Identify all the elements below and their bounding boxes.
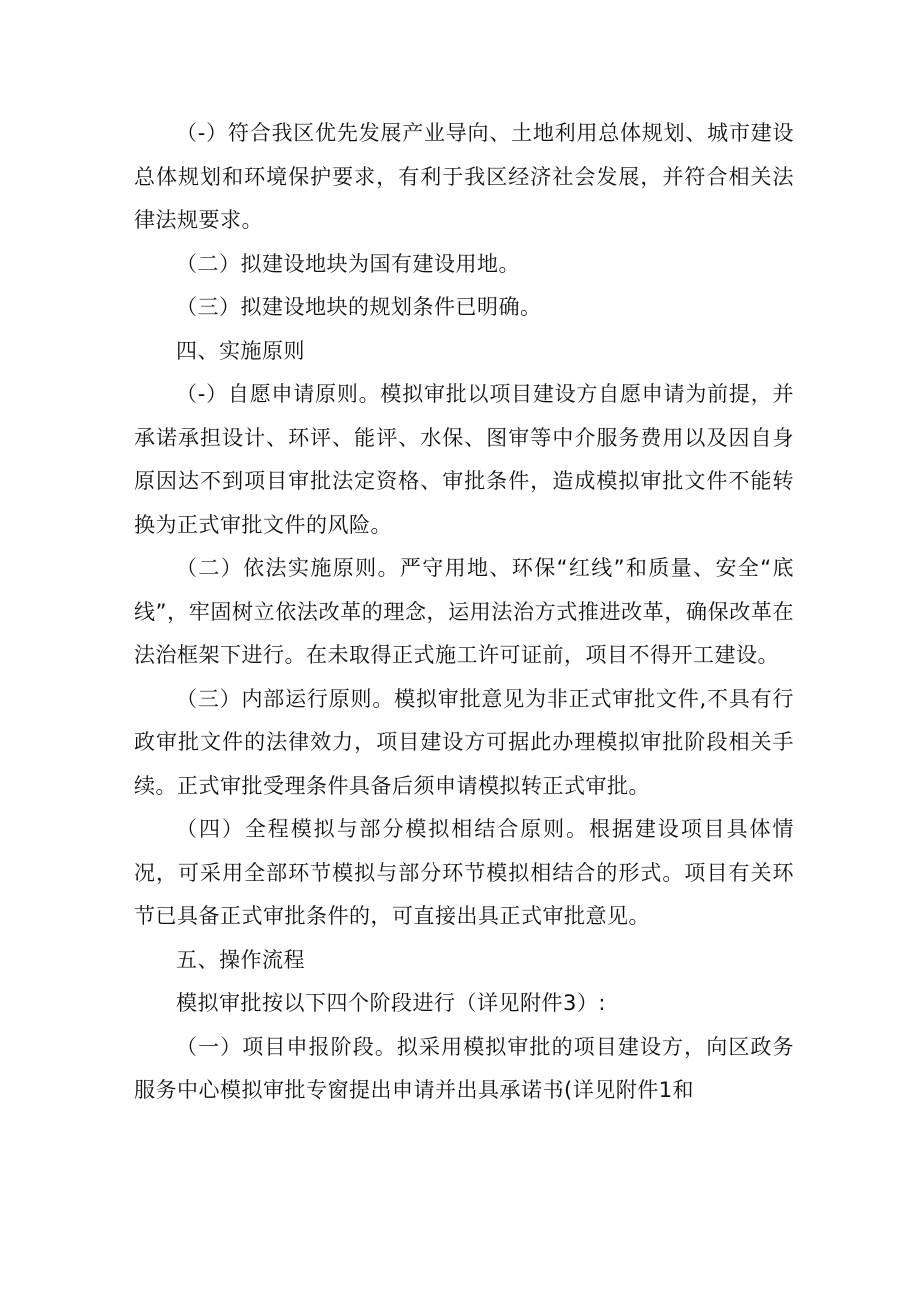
paragraph-principle-voluntary: （-）自愿申请原则。模拟审批以项目建设方自愿申请为前提，并承诺承担设计、环评、能评、水保、图审等中介服务费用以及因自身原因达不到项目审批法定资格、审批条件，造成模拟审批文件不能转换为正式审批文件的风险。	[134, 382, 794, 537]
paragraph-conditions-3: （三）拟建设地块的规划条件已明确。	[176, 295, 542, 319]
paragraph-conditions-2: （二）拟建设地块为国有建设用地。	[176, 251, 520, 276]
document-body	[134, 112, 794, 1113]
section-heading-principles: 四、实施原则	[176, 338, 305, 363]
paragraph-principle-lawful: （二）依法实施原则。严守用地、环保“红线”和质量、安全“底线”，牢固树立依法改革的理念，运用法治方式推进改革，确保改革在法治框架下进行。在未取得正式施工许可证前，项目不得开工建设。	[134, 556, 794, 667]
paragraph-procedure-intro: 模拟审批按以下四个阶段进行（详见附件3）:	[176, 991, 606, 1015]
section-heading-procedure: 五、操作流程	[176, 947, 305, 972]
paragraph-principle-internal: （三）内部运行原则。模拟审批意见为非正式审批文件,不具有行政审批文件的法律效力，项目建设方可据此办理模拟审批阶段相关手续。正式审批受理条件具备后须申请模拟转正式审批。	[134, 686, 794, 798]
paragraph-principle-combined: （四）全程模拟与部分模拟相结合原则。根据建设项目具体情况，可采用全部环节模拟与部分环节模拟相结合的形式。项目有关环节已具备正式审批条件的，可直接出具正式审批意见。	[134, 817, 794, 928]
paragraph-conditions-1: （-）符合我区优先发展产业导向、土地利用总体规划、城市建设总体规划和环境保护要求，有利于我区经济社会发展，并符合相关法律法规要求。	[134, 121, 794, 232]
paragraph-procedure-stage-1: （一）项目申报阶段。拟采用模拟审批的项目建设方，向区政务服务中心模拟审批专窗提出申请并出具承诺书(详见附件1和	[134, 1034, 794, 1102]
